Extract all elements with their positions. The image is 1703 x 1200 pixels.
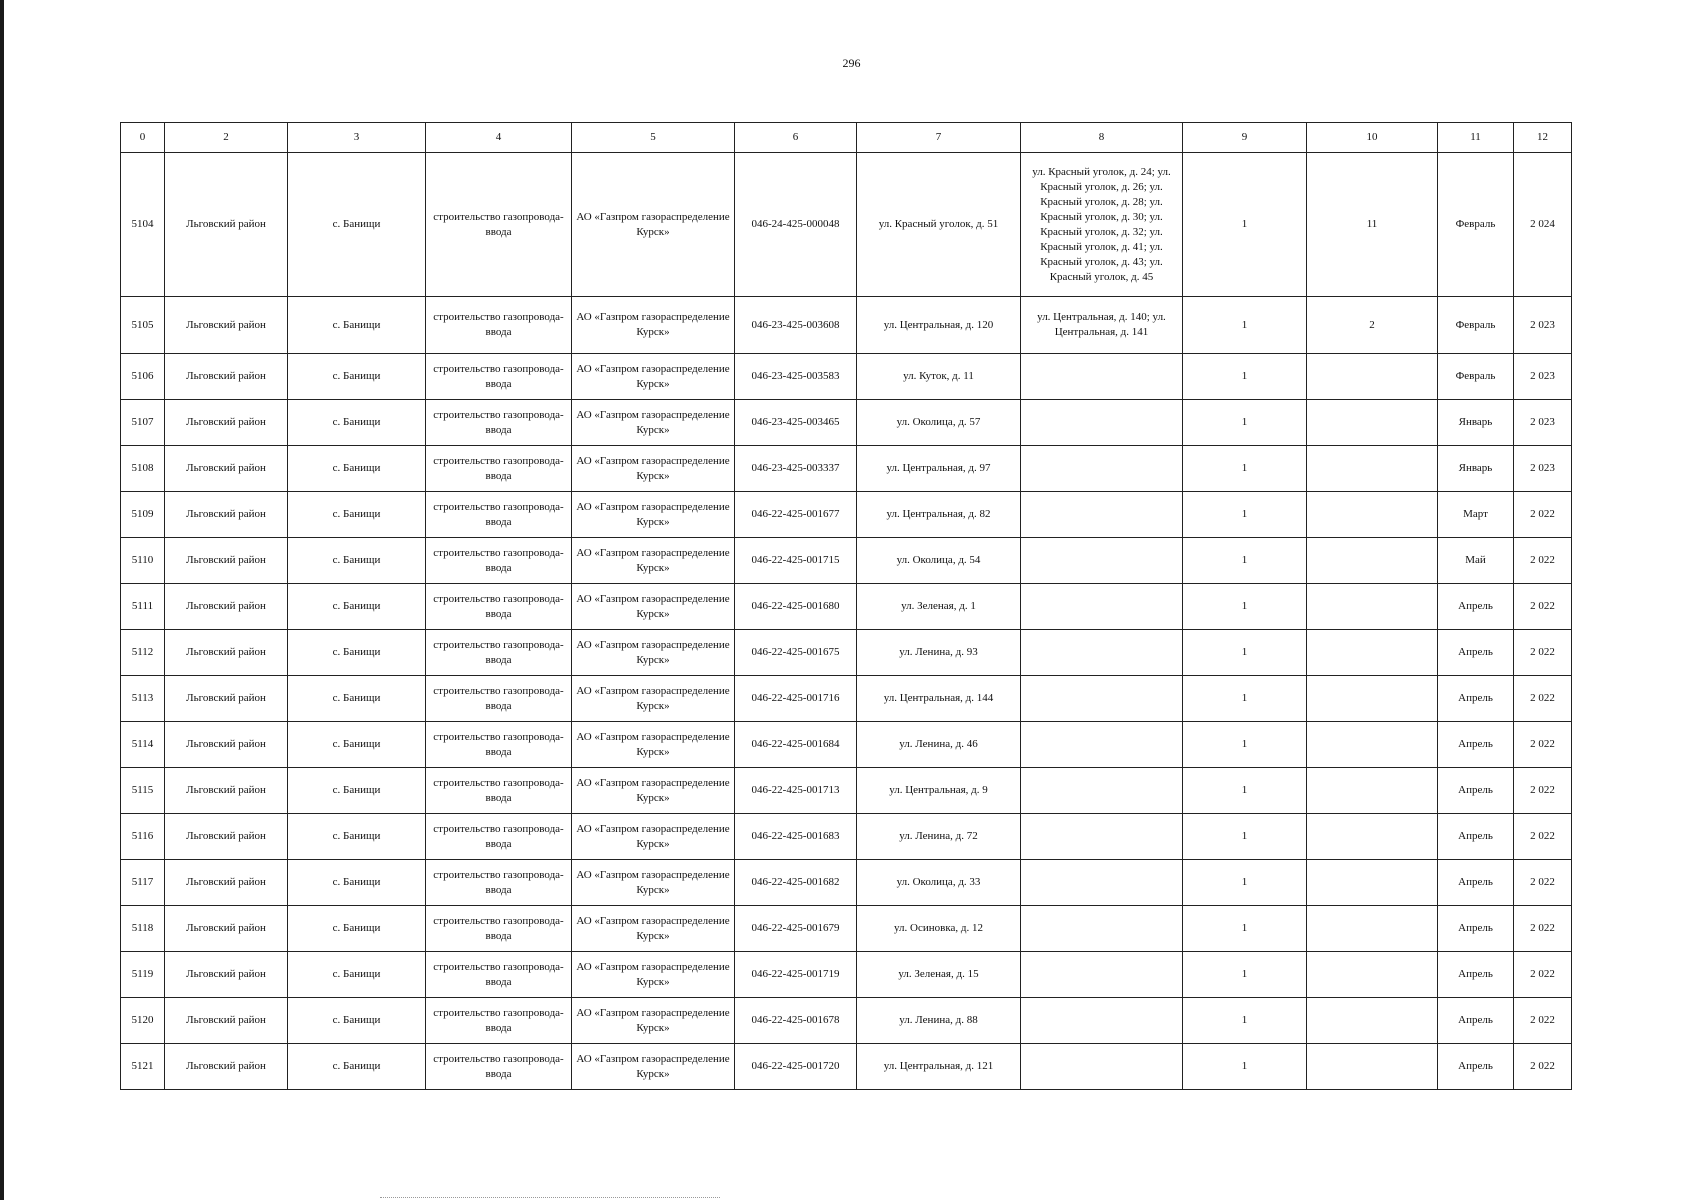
district-cell: Льговский район	[165, 768, 288, 814]
month-cell: Апрель	[1438, 952, 1514, 998]
row-number-cell: 5113	[121, 676, 165, 722]
settlement-cell: с. Банищи	[288, 814, 426, 860]
organization-cell: АО «Газпром газораспределение Курск»	[572, 768, 735, 814]
work-type-cell: строительство газопровода-ввода	[426, 492, 572, 538]
table-row	[121, 860, 1572, 906]
address-cell: ул. Центральная, д. 120	[857, 297, 1021, 354]
district-cell: Льговский район	[165, 676, 288, 722]
settlement-cell: с. Банищи	[288, 1044, 426, 1090]
column-9-cell: 1	[1183, 952, 1307, 998]
organization-cell: АО «Газпром газораспределение Курск»	[572, 630, 735, 676]
work-type-cell: строительство газопровода-ввода	[426, 1044, 572, 1090]
settlement-cell: с. Банищи	[288, 860, 426, 906]
additional-addresses-cell	[1021, 492, 1183, 538]
table-row	[121, 906, 1572, 952]
district-cell: Льговский район	[165, 354, 288, 400]
column-header: 6	[735, 123, 857, 153]
table-row	[121, 538, 1572, 584]
row-number-cell: 5116	[121, 814, 165, 860]
column-10-cell: 2	[1307, 297, 1438, 354]
column-9-cell: 1	[1183, 297, 1307, 354]
settlement-cell: с. Банищи	[288, 722, 426, 768]
address-cell: ул. Куток, д. 11	[857, 354, 1021, 400]
column-9-cell: 1	[1183, 153, 1307, 297]
district-cell: Льговский район	[165, 998, 288, 1044]
object-code-cell: 046-22-425-001683	[735, 814, 857, 860]
additional-addresses-cell	[1021, 906, 1183, 952]
column-10-cell	[1307, 906, 1438, 952]
register-table	[120, 122, 1572, 1090]
year-cell: 2 022	[1514, 538, 1572, 584]
object-code-cell: 046-22-425-001713	[735, 768, 857, 814]
district-cell: Льговский район	[165, 492, 288, 538]
month-cell: Январь	[1438, 400, 1514, 446]
work-type-cell: строительство газопровода-ввода	[426, 153, 572, 297]
column-9-cell: 1	[1183, 584, 1307, 630]
month-cell: Апрель	[1438, 998, 1514, 1044]
additional-addresses-cell	[1021, 630, 1183, 676]
additional-addresses-cell	[1021, 676, 1183, 722]
settlement-cell: с. Банищи	[288, 446, 426, 492]
month-cell: Февраль	[1438, 354, 1514, 400]
object-code-cell: 046-23-425-003583	[735, 354, 857, 400]
work-type-cell: строительство газопровода-ввода	[426, 446, 572, 492]
year-cell: 2 022	[1514, 998, 1572, 1044]
table-row	[121, 998, 1572, 1044]
work-type-cell: строительство газопровода-ввода	[426, 768, 572, 814]
object-code-cell: 046-22-425-001679	[735, 906, 857, 952]
address-cell: ул. Околица, д. 57	[857, 400, 1021, 446]
additional-addresses-cell	[1021, 1044, 1183, 1090]
object-code-cell: 046-23-425-003337	[735, 446, 857, 492]
column-10-cell: 11	[1307, 153, 1438, 297]
organization-cell: АО «Газпром газораспределение Курск»	[572, 153, 735, 297]
column-header: 11	[1438, 123, 1514, 153]
work-type-cell: строительство газопровода-ввода	[426, 998, 572, 1044]
table-body	[121, 153, 1572, 1090]
column-10-cell	[1307, 768, 1438, 814]
column-10-cell	[1307, 584, 1438, 630]
organization-cell: АО «Газпром газораспределение Курск»	[572, 354, 735, 400]
column-9-cell: 1	[1183, 492, 1307, 538]
settlement-cell: с. Банищи	[288, 153, 426, 297]
month-cell: Январь	[1438, 446, 1514, 492]
address-cell: ул. Осиновка, д. 12	[857, 906, 1021, 952]
additional-addresses-cell: ул. Центральная, д. 140; ул. Центральная, д. 141	[1021, 297, 1183, 354]
work-type-cell: строительство газопровода-ввода	[426, 722, 572, 768]
table-row	[121, 153, 1572, 297]
work-type-cell: строительство газопровода-ввода	[426, 584, 572, 630]
additional-addresses-cell	[1021, 354, 1183, 400]
year-cell: 2 023	[1514, 297, 1572, 354]
row-number-cell: 5105	[121, 297, 165, 354]
object-code-cell: 046-22-425-001684	[735, 722, 857, 768]
year-cell: 2 022	[1514, 630, 1572, 676]
settlement-cell: с. Банищи	[288, 492, 426, 538]
column-10-cell	[1307, 676, 1438, 722]
row-number-cell: 5114	[121, 722, 165, 768]
additional-addresses-cell	[1021, 446, 1183, 492]
object-code-cell: 046-23-425-003465	[735, 400, 857, 446]
year-cell: 2 022	[1514, 1044, 1572, 1090]
work-type-cell: строительство газопровода-ввода	[426, 906, 572, 952]
work-type-cell: строительство газопровода-ввода	[426, 952, 572, 998]
organization-cell: АО «Газпром газораспределение Курск»	[572, 1044, 735, 1090]
column-10-cell	[1307, 1044, 1438, 1090]
table-row	[121, 584, 1572, 630]
address-cell: ул. Ленина, д. 93	[857, 630, 1021, 676]
year-cell: 2 022	[1514, 952, 1572, 998]
table-row	[121, 492, 1572, 538]
row-number-cell: 5107	[121, 400, 165, 446]
header-row	[121, 123, 1572, 153]
column-10-cell	[1307, 630, 1438, 676]
work-type-cell: строительство газопровода-ввода	[426, 860, 572, 906]
district-cell: Льговский район	[165, 584, 288, 630]
table-row	[121, 814, 1572, 860]
column-9-cell: 1	[1183, 630, 1307, 676]
row-number-cell: 5111	[121, 584, 165, 630]
address-cell: ул. Зеленая, д. 1	[857, 584, 1021, 630]
settlement-cell: с. Банищи	[288, 676, 426, 722]
year-cell: 2 024	[1514, 153, 1572, 297]
address-cell: ул. Ленина, д. 46	[857, 722, 1021, 768]
column-10-cell	[1307, 814, 1438, 860]
settlement-cell: с. Банищи	[288, 998, 426, 1044]
table-row	[121, 952, 1572, 998]
year-cell: 2 023	[1514, 400, 1572, 446]
work-type-cell: строительство газопровода-ввода	[426, 538, 572, 584]
row-number-cell: 5109	[121, 492, 165, 538]
table-row	[121, 297, 1572, 354]
table-row	[121, 768, 1572, 814]
settlement-cell: с. Банищи	[288, 906, 426, 952]
additional-addresses-cell	[1021, 768, 1183, 814]
organization-cell: АО «Газпром газораспределение Курск»	[572, 906, 735, 952]
column-9-cell: 1	[1183, 676, 1307, 722]
row-number-cell: 5104	[121, 153, 165, 297]
column-9-cell: 1	[1183, 768, 1307, 814]
address-cell: ул. Ленина, д. 88	[857, 998, 1021, 1044]
address-cell: ул. Околица, д. 33	[857, 860, 1021, 906]
district-cell: Льговский район	[165, 446, 288, 492]
row-number-cell: 5120	[121, 998, 165, 1044]
organization-cell: АО «Газпром газораспределение Курск»	[572, 538, 735, 584]
additional-addresses-cell	[1021, 860, 1183, 906]
scan-artifact-line	[380, 1197, 720, 1199]
object-code-cell: 046-22-425-001719	[735, 952, 857, 998]
row-number-cell: 5110	[121, 538, 165, 584]
additional-addresses-cell	[1021, 400, 1183, 446]
additional-addresses-cell	[1021, 584, 1183, 630]
month-cell: Февраль	[1438, 153, 1514, 297]
column-9-cell: 1	[1183, 998, 1307, 1044]
column-9-cell: 1	[1183, 814, 1307, 860]
year-cell: 2 023	[1514, 354, 1572, 400]
organization-cell: АО «Газпром газораспределение Курск»	[572, 676, 735, 722]
organization-cell: АО «Газпром газораспределение Курск»	[572, 860, 735, 906]
column-header: 10	[1307, 123, 1438, 153]
district-cell: Льговский район	[165, 538, 288, 584]
settlement-cell: с. Банищи	[288, 297, 426, 354]
column-9-cell: 1	[1183, 860, 1307, 906]
district-cell: Льговский район	[165, 722, 288, 768]
month-cell: Апрель	[1438, 676, 1514, 722]
address-cell: ул. Центральная, д. 9	[857, 768, 1021, 814]
column-header: 7	[857, 123, 1021, 153]
column-10-cell	[1307, 722, 1438, 768]
district-cell: Льговский район	[165, 297, 288, 354]
settlement-cell: с. Банищи	[288, 768, 426, 814]
month-cell: Апрель	[1438, 906, 1514, 952]
address-cell: ул. Зеленая, д. 15	[857, 952, 1021, 998]
column-10-cell	[1307, 354, 1438, 400]
settlement-cell: с. Банищи	[288, 584, 426, 630]
district-cell: Льговский район	[165, 860, 288, 906]
organization-cell: АО «Газпром газораспределение Курск»	[572, 446, 735, 492]
additional-addresses-cell: ул. Красный уголок, д. 24; ул. Красный уголок, д. 26; ул. Красный уголок, д. 28; ул. Красный уголок, д. 30; ул. Красный уголок, д. 32; ул. Красный уголок, д. 41; ул. Красный уголок, д. 43; ул. Красный уголок, д. 45	[1021, 153, 1183, 297]
district-cell: Льговский район	[165, 814, 288, 860]
table-row	[121, 446, 1572, 492]
column-header: 3	[288, 123, 426, 153]
month-cell: Апрель	[1438, 860, 1514, 906]
month-cell: Апрель	[1438, 630, 1514, 676]
column-10-cell	[1307, 492, 1438, 538]
district-cell: Льговский район	[165, 153, 288, 297]
object-code-cell: 046-22-425-001716	[735, 676, 857, 722]
settlement-cell: с. Банищи	[288, 400, 426, 446]
object-code-cell: 046-22-425-001680	[735, 584, 857, 630]
column-10-cell	[1307, 400, 1438, 446]
month-cell: Апрель	[1438, 814, 1514, 860]
year-cell: 2 022	[1514, 676, 1572, 722]
column-10-cell	[1307, 446, 1438, 492]
month-cell: Февраль	[1438, 297, 1514, 354]
address-cell: ул. Центральная, д. 97	[857, 446, 1021, 492]
organization-cell: АО «Газпром газораспределение Курск»	[572, 297, 735, 354]
month-cell: Апрель	[1438, 584, 1514, 630]
year-cell: 2 022	[1514, 768, 1572, 814]
organization-cell: АО «Газпром газораспределение Курск»	[572, 814, 735, 860]
settlement-cell: с. Банищи	[288, 630, 426, 676]
page-number: 296	[842, 56, 861, 70]
row-number-cell: 5119	[121, 952, 165, 998]
object-code-cell: 046-22-425-001715	[735, 538, 857, 584]
column-10-cell	[1307, 538, 1438, 584]
column-header: 12	[1514, 123, 1572, 153]
address-cell: ул. Красный уголок, д. 51	[857, 153, 1021, 297]
additional-addresses-cell	[1021, 722, 1183, 768]
table-row	[121, 400, 1572, 446]
organization-cell: АО «Газпром газораспределение Курск»	[572, 722, 735, 768]
row-number-cell: 5118	[121, 906, 165, 952]
organization-cell: АО «Газпром газораспределение Курск»	[572, 952, 735, 998]
column-9-cell: 1	[1183, 538, 1307, 584]
column-10-cell	[1307, 860, 1438, 906]
year-cell: 2 022	[1514, 722, 1572, 768]
row-number-cell: 5115	[121, 768, 165, 814]
work-type-cell: строительство газопровода-ввода	[426, 400, 572, 446]
column-10-cell	[1307, 952, 1438, 998]
address-cell: ул. Центральная, д. 82	[857, 492, 1021, 538]
work-type-cell: строительство газопровода-ввода	[426, 297, 572, 354]
column-header: 0	[121, 123, 165, 153]
district-cell: Льговский район	[165, 400, 288, 446]
object-code-cell: 046-22-425-001677	[735, 492, 857, 538]
table-row	[121, 722, 1572, 768]
object-code-cell: 046-23-425-003608	[735, 297, 857, 354]
work-type-cell: строительство газопровода-ввода	[426, 630, 572, 676]
column-header: 2	[165, 123, 288, 153]
year-cell: 2 022	[1514, 584, 1572, 630]
address-cell: ул. Центральная, д. 121	[857, 1044, 1021, 1090]
month-cell: Март	[1438, 492, 1514, 538]
district-cell: Льговский район	[165, 952, 288, 998]
year-cell: 2 022	[1514, 492, 1572, 538]
additional-addresses-cell	[1021, 952, 1183, 998]
column-9-cell: 1	[1183, 354, 1307, 400]
year-cell: 2 023	[1514, 446, 1572, 492]
work-type-cell: строительство газопровода-ввода	[426, 354, 572, 400]
year-cell: 2 022	[1514, 860, 1572, 906]
organization-cell: АО «Газпром газораспределение Курск»	[572, 400, 735, 446]
column-9-cell: 1	[1183, 1044, 1307, 1090]
scan-edge-shadow	[0, 0, 4, 1200]
additional-addresses-cell	[1021, 814, 1183, 860]
column-9-cell: 1	[1183, 722, 1307, 768]
row-number-cell: 5108	[121, 446, 165, 492]
organization-cell: АО «Газпром газораспределение Курск»	[572, 998, 735, 1044]
object-code-cell: 046-22-425-001675	[735, 630, 857, 676]
column-10-cell	[1307, 998, 1438, 1044]
district-cell: Льговский район	[165, 906, 288, 952]
month-cell: Апрель	[1438, 722, 1514, 768]
address-cell: ул. Ленина, д. 72	[857, 814, 1021, 860]
organization-cell: АО «Газпром газораспределение Курск»	[572, 584, 735, 630]
year-cell: 2 022	[1514, 814, 1572, 860]
table-row	[121, 676, 1572, 722]
settlement-cell: с. Банищи	[288, 538, 426, 584]
column-header: 8	[1021, 123, 1183, 153]
table-row	[121, 354, 1572, 400]
object-code-cell: 046-22-425-001682	[735, 860, 857, 906]
address-cell: ул. Центральная, д. 144	[857, 676, 1021, 722]
address-cell: ул. Околица, д. 54	[857, 538, 1021, 584]
object-code-cell: 046-22-425-001720	[735, 1044, 857, 1090]
additional-addresses-cell	[1021, 538, 1183, 584]
district-cell: Льговский район	[165, 1044, 288, 1090]
column-9-cell: 1	[1183, 400, 1307, 446]
organization-cell: АО «Газпром газораспределение Курск»	[572, 492, 735, 538]
month-cell: Май	[1438, 538, 1514, 584]
row-number-cell: 5112	[121, 630, 165, 676]
column-header: 4	[426, 123, 572, 153]
settlement-cell: с. Банищи	[288, 952, 426, 998]
table-row	[121, 1044, 1572, 1090]
column-header: 5	[572, 123, 735, 153]
object-code-cell: 046-22-425-001678	[735, 998, 857, 1044]
work-type-cell: строительство газопровода-ввода	[426, 814, 572, 860]
column-9-cell: 1	[1183, 906, 1307, 952]
table-row	[121, 630, 1572, 676]
row-number-cell: 5121	[121, 1044, 165, 1090]
row-number-cell: 5106	[121, 354, 165, 400]
month-cell: Апрель	[1438, 768, 1514, 814]
settlement-cell: с. Банищи	[288, 354, 426, 400]
work-type-cell: строительство газопровода-ввода	[426, 676, 572, 722]
district-cell: Льговский район	[165, 630, 288, 676]
month-cell: Апрель	[1438, 1044, 1514, 1090]
column-9-cell: 1	[1183, 446, 1307, 492]
column-header: 9	[1183, 123, 1307, 153]
year-cell: 2 022	[1514, 906, 1572, 952]
row-number-cell: 5117	[121, 860, 165, 906]
additional-addresses-cell	[1021, 998, 1183, 1044]
object-code-cell: 046-24-425-000048	[735, 153, 857, 297]
